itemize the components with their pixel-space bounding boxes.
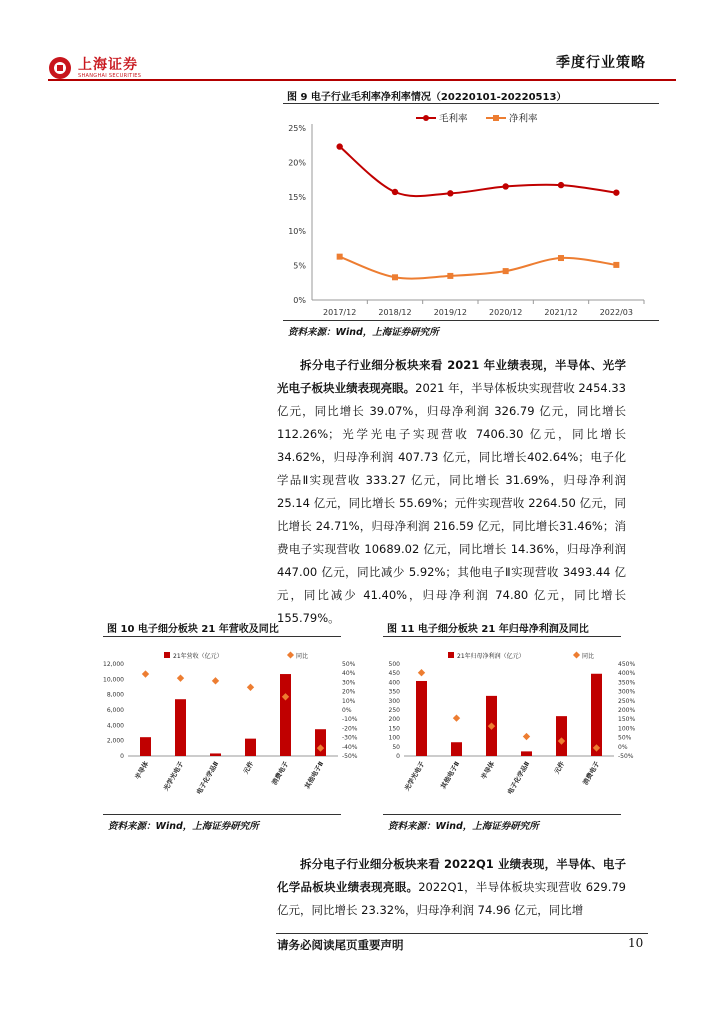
y-right-tick-label: -10% [342,716,358,724]
figure11-title-rule [383,636,621,637]
x-category-label: 半导体 [133,760,151,781]
data-point-net [337,254,343,260]
x-category-label: 电子化学品Ⅱ [505,760,532,796]
x-category-label: 光学光电子 [403,760,427,793]
y-left-tick-label: 2,000 [106,737,124,745]
y-right-tick-label: 10% [342,697,356,705]
series-line-1 [340,257,617,279]
y-left-tick-label: 0 [120,753,124,760]
y-right-tick-label: 20% [342,688,356,696]
y-right-tick-label: 150% [618,716,636,724]
paragraph-2021 [277,354,626,630]
y-right-tick-label: -40% [342,743,358,751]
logo-subtext: SHANGHAI SECURITIES [78,72,142,79]
brand-logo [48,56,141,80]
y-tick-label: 15% [288,192,306,202]
x-tick-label: 2018/12 [378,308,412,317]
paragraph-2021-text: 2021 年，半导体板块实现营收 2454.33 亿元，同比增长 39.07%，归母净利润 326.79 亿元，同比增长 112.26%；光学光电子实现营收 7406.30 亿元，同比增长 34.62%，归母净利润 407.73 亿元，同比增长402.64%；电子化学品Ⅱ实现营收 333.27 亿元，同比增长 31.69%，归母净利润 25.14 亿元，同比增长 55.69%；元件实现营收 2264.50 亿元，同比增长 24.71%，归母净利润 216.59 亿元，同比增长31.46%；消费电子实现营收 10689.02 亿元，同比增长 14.36%，归母净利润 447.00 亿元，同比减少 5.92%；其他电子Ⅱ实现营收 3493.44 亿元，同比减少 41.40%，归母净利润 74.80 亿元，同比增长 155.79%。 [277,381,626,625]
figure11-title: 图 11 电子细分板块 21 年归母净利润及同比 [387,624,589,635]
paragraph-2021-lead: 拆分电子行业细分板块来看 2021 年业绩表现，半导体、光学光电子板块业绩表现亮眼。 [277,358,626,395]
x-category-label: 其他电子Ⅱ [439,760,462,791]
x-category-label: 元件 [552,760,567,776]
header-divider [48,79,676,81]
y-left-tick-label: 10,000 [103,676,124,684]
data-point-gross [613,189,619,195]
figure9-bottom-rule [283,320,659,321]
y-left-tick-label: 4,000 [106,722,124,730]
y-tick-label: 10% [288,227,306,237]
legend-dot-marker [287,651,294,658]
y-left-tick-label: 400 [388,679,400,687]
figure10-bottom-rule [103,814,341,815]
bar [315,729,326,756]
y-right-tick-label: 450% [618,661,636,668]
y-right-tick-label: 50% [342,661,356,668]
bar [210,753,221,756]
figure10-title-rule [103,636,341,637]
x-category-label: 其他电子Ⅱ [303,760,326,791]
y-left-tick-label: 200 [388,716,400,724]
y-right-tick-label: -50% [618,753,634,760]
data-point-gross [502,183,508,189]
x-tick-label: 2017/12 [323,308,357,317]
y-tick-label: 20% [288,158,306,168]
x-tick-label: 2022/03 [599,308,633,317]
legend-dot-label: 同比 [296,653,309,660]
report-type: 季度行业策略 [556,55,646,71]
page-number: 10 [628,936,644,950]
figure10-bar-chart [100,640,362,812]
figure10-title: 图 10 电子细分板块 21 年营收及同比 [107,624,279,635]
y-right-tick-label: 200% [618,707,636,714]
legend-bar-marker [164,652,170,658]
y-right-tick-label: 0% [618,743,628,751]
bar [521,751,532,756]
figure9-title-rule [283,103,659,104]
yoy-point [523,733,530,740]
y-right-tick-label: 400% [618,670,636,678]
y-right-tick-label: 350% [618,679,636,687]
y-right-tick-label: 300% [618,688,636,696]
figure10-source: 资料来源：Wind，上海证券研究所 [108,821,259,832]
x-tick-label: 2019/12 [433,308,467,317]
data-point-gross [336,143,342,149]
y-tick-label: 5% [293,261,306,271]
bar [591,674,602,756]
yoy-point [453,714,460,721]
bar [451,742,462,756]
y-left-tick-label: 500 [388,661,400,668]
y-left-tick-label: 50 [392,743,400,751]
y-right-tick-label: -30% [342,734,358,742]
y-left-tick-label: 100 [388,734,400,742]
yoy-point [212,677,219,684]
x-category-label: 消费电子 [581,760,602,787]
bar [175,699,186,756]
series-line-0 [340,147,617,197]
yoy-point [418,669,425,676]
y-left-tick-label: 250 [388,707,400,714]
y-right-tick-label: -50% [342,753,358,760]
y-left-tick-label: 8,000 [106,691,124,699]
x-category-label: 半导体 [479,760,497,781]
y-left-tick-label: 450 [388,670,400,678]
y-left-tick-label: 350 [388,688,400,696]
data-point-gross [558,182,564,188]
paragraph-2022q1-text: 2022Q1，半导体板块实现营收 629.79 亿元，同比增长 23.32%，归母净利润 74.96 亿元，同比增 [277,880,626,917]
y-right-tick-label: 50% [618,734,632,742]
figure11-source: 资料来源：Wind，上海证券研究所 [388,821,539,832]
y-left-tick-label: 6,000 [106,707,124,714]
legend-label-1: 净利率 [509,113,538,125]
x-category-label: 元件 [241,760,256,776]
legend-bar-label: 21年营收（亿元） [173,653,223,660]
logo-text: 上海证券 [78,56,138,73]
legend-marker-1 [493,115,499,121]
y-right-tick-label: 250% [618,697,636,705]
paragraph-2022q1 [277,853,626,922]
x-tick-label: 2020/12 [489,308,523,317]
bar [416,681,427,756]
x-category-label: 光学光电子 [162,760,186,793]
data-point-net [558,255,564,261]
figure9-title: 图 9 电子行业毛利率净利率情况（20220101-20220513） [287,92,567,103]
footer-divider [276,933,648,934]
legend-bar-marker [448,652,454,658]
legend-bar-label: 21年归母净利润（亿元） [457,653,525,660]
data-point-net [503,268,509,274]
data-point-gross [447,190,453,196]
data-point-gross [392,189,398,195]
legend-label-0: 毛利率 [439,113,468,125]
figure11-bar-chart [374,640,644,812]
bar [140,737,151,756]
y-right-tick-label: -20% [342,725,358,733]
y-right-tick-label: 100% [618,725,636,733]
y-right-tick-label: 30% [342,679,356,687]
y-left-tick-label: 12,000 [103,661,124,668]
bar [556,716,567,756]
legend-dot-label: 同比 [582,653,595,660]
x-tick-label: 2021/12 [544,308,578,317]
bar [280,674,291,756]
figure9-line-chart [276,106,660,320]
logo-icon [48,56,72,80]
data-point-net [613,262,619,268]
figure9-source: 资料来源：Wind，上海证券研究所 [288,327,439,338]
y-left-tick-label: 150 [388,725,400,733]
x-category-label: 电子化学品Ⅱ [194,760,221,796]
bar [245,739,256,756]
y-right-tick-label: 40% [342,670,356,678]
y-right-tick-label: 0% [342,707,352,714]
yoy-point [142,670,149,677]
yoy-point [247,684,254,691]
data-point-net [447,273,453,279]
y-left-tick-label: 300 [388,697,400,705]
y-tick-label: 25% [288,124,306,133]
legend-marker-0 [423,115,429,121]
footer-disclaimer: 请务必阅读尾页重要声明 [277,938,404,952]
figure11-bottom-rule [383,814,621,815]
x-category-label: 消费电子 [270,760,291,787]
data-point-net [392,274,398,280]
y-tick-label: 0% [293,296,306,305]
legend-dot-marker [573,651,580,658]
paragraph-2022q1-lead: 拆分电子行业细分板块来看 2022Q1 业绩表现，半导体、电子化学品板块业绩表现亮眼。 [277,857,626,894]
y-left-tick-label: 0 [396,753,400,760]
yoy-point [177,674,184,681]
